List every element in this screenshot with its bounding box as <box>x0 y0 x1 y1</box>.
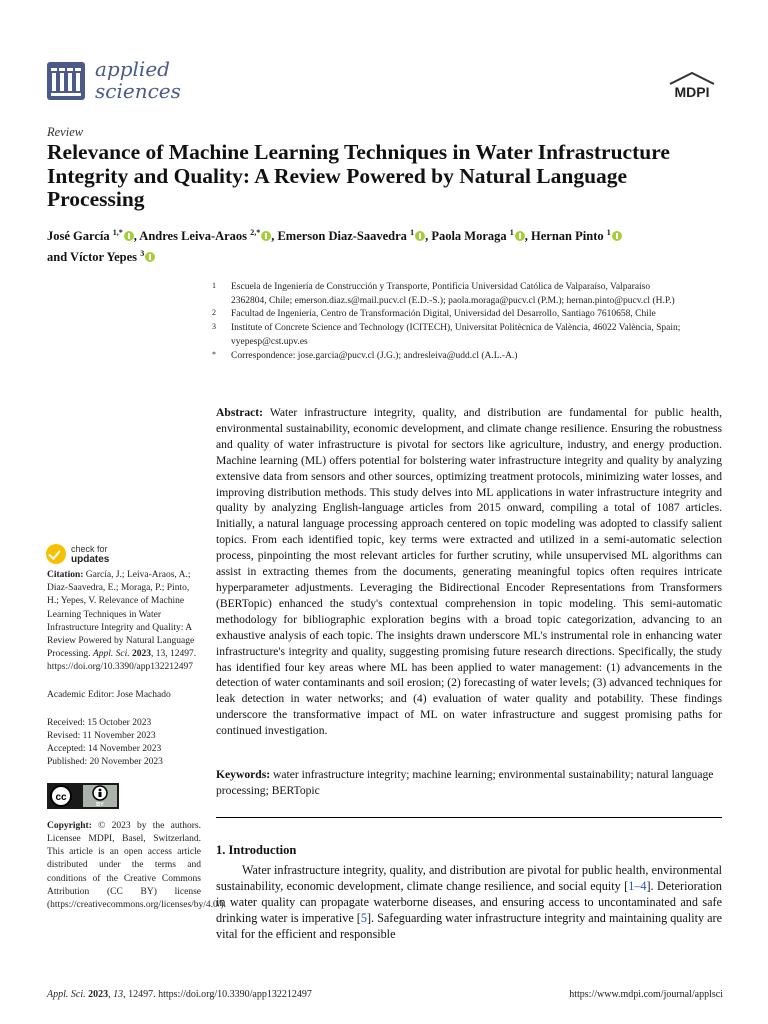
keywords <box>216 767 722 799</box>
affiliation-item <box>212 350 682 364</box>
affiliation-number: 2 <box>212 308 216 318</box>
svg-text:BY: BY <box>96 801 104 808</box>
footer-journal: Appl. Sci. <box>47 989 86 1000</box>
copyright-notice <box>47 820 226 912</box>
abstract-text: Water infrastructure integrity, quality, and distribution are fundamental for public health, environmental sustainability, economic development, and climate change resilience. Ensuring the robustness and quality of water infrastructure is pivotal for sectors like agriculture, industry, and energy production. Machine learning (ML) offers potential for bolstering water infrastructure integrity and quality by analyzing extensive data from sensors and other sources, optimizing treatment protocols, minimizing water losses, and improving distribution methods. This study delves into ML applications in water infrastructure integrity and quality by analyzing English-language articles from 2015 onward, compiling a total of 1087 articles. Initially, a natural language processing approach centered on topic modeling was adopted to classify salient topics. From each identified topic, key terms were extracted and utilized in a semi-automatic selection process, pinpointing the most relevant articles for further scrutiny, while unsupervised ML algorithms can assist in extracting themes from the documents, generating meaningful topics often requires intricate hyperparameter adjustments. Leveraging the Bidirectional Encoder Representations from Transformers (BERTopic) enhanced the study's contextual comprehension in topic modeling. This semi-automatic methodology for bibliographic exploration begins with a broad topic categorization, advancing to an exhaustive analysis of each topic. The insights drawn underscore ML's instrumental role in enhancing water infrastructure's integrity and quality, suggesting promising future research directions. Specifically, the study has identified four key areas where ML has been applied to water management: (1) advancements in the detection of water contaminants and soil erosion; (2) forecasting of water levels; (3) advanced techniques for leak detection in water networks; and (4) evaluation of water quality and potability. These findings underscore the transformative impact of ML on water infrastructure and suggest promising paths for continued investigation. <box>216 406 722 738</box>
check-for-updates-button[interactable] <box>46 544 136 566</box>
abstract <box>216 405 722 739</box>
orcid-icon[interactable] <box>415 231 425 241</box>
introduction-text <box>216 863 722 943</box>
author-name: Emerson Diaz-Saavedra <box>277 229 411 244</box>
affiliation-item <box>212 322 682 349</box>
cc-by-license-icon[interactable] <box>47 783 119 809</box>
footer-volume: 13 <box>113 989 124 1000</box>
orcid-icon[interactable] <box>515 231 525 241</box>
sidebar <box>47 569 226 912</box>
orcid-icon[interactable] <box>261 231 271 241</box>
intro-text-part: Water infrastructure integrity, quality, and distribution are pivotal for public health, environmental sustainability, economic development, climate change resilience, and social equity [ <box>216 863 722 893</box>
citation-journal: Appl. Sci. <box>92 649 130 660</box>
author-name: and Víctor Yepes <box>47 250 141 265</box>
academic-editor: Academic Editor: Jose Machado <box>47 689 171 700</box>
affiliation-text: Facultad de Ingeniería, Centro de Transformación Digital, Universidad del Desarrollo, Santiago 7610658, Chile <box>231 309 656 320</box>
article-title: Relevance of Machine Learning Techniques in Water Infrastructure Integrity and Quality: A Review Powered by Natural Language Processing <box>47 140 670 211</box>
author-affiliation-marker: 3 <box>140 249 145 259</box>
svg-text:MDPI: MDPI <box>674 84 710 100</box>
author-name: Paola Moraga <box>431 229 510 244</box>
author-affiliation-marker: 2,* <box>250 228 261 237</box>
orcid-icon[interactable] <box>145 252 155 262</box>
citation-block <box>47 569 201 675</box>
affiliation-item <box>212 308 682 322</box>
journal-name-line2: sciences <box>95 79 181 103</box>
footer-citation: Appl. Sci. 2023, 13, 12497. https://doi.org/10.3390/app132212497 <box>47 989 312 1000</box>
affiliation-number: 3 <box>212 322 216 332</box>
author-affiliation-marker: 1 <box>509 228 514 237</box>
footer-journal-url[interactable]: https://www.mdpi.com/journal/applsci <box>569 989 723 1000</box>
intro-text-part: ]. Deterioration in water quality can propagate waterborne diseases, and ensuring access to uncontaminated and safe drinking water is imperative [ <box>216 878 723 925</box>
updates-line1: check for <box>71 544 108 554</box>
date-revised: Revised: 11 November 2023 <box>47 731 156 742</box>
author-affiliation-marker: 1 <box>606 228 611 237</box>
affiliation-text: Institute of Concrete Science and Technology (ICITECH), Universitat Politècnica de València, 46022 València, Spain; vyepesp@cst.upv.es <box>231 323 681 347</box>
keywords-label: Keywords: <box>216 768 271 781</box>
footer-year: 2023 <box>88 989 109 1000</box>
citation-link[interactable]: 1–4 <box>628 878 647 893</box>
citation-link[interactable]: 5 <box>360 910 367 925</box>
date-accepted: Accepted: 14 November 2023 <box>47 744 162 755</box>
citation-label: Citation: <box>47 570 84 580</box>
citation-year: 2023 <box>131 649 151 660</box>
abstract-label: Abstract: <box>216 406 264 419</box>
journal-logo-icon <box>47 62 85 100</box>
copyright-text: © 2023 by the authors. Licensee MDPI, Basel, Switzerland. This article is an open access article distributed under the terms and conditions of the Creative Commons Attribution (CC BY) license (https://creativecommons.org/licenses/by/4.0/). <box>47 820 226 911</box>
affiliation-text: Escuela de Ingeniería de Construcción y Transporte, Pontificia Universidad Católica de Valparaíso, Valparaíso 2362804, Chile; emerson.diaz.s@mail.pucv.cl (E.D.-S.); paola.moraga@pucv.cl (P.M.); hernan.pinto@pucv.cl (H.P.) <box>231 282 675 306</box>
section-divider <box>216 817 722 818</box>
check-updates-text <box>71 544 109 565</box>
date-published: Published: 20 November 2023 <box>47 757 163 768</box>
author-list: José García $^{1,*}$ , Andres Leiva-Araos $^{2,*}$ , Emerson Diaz-Saavedra $^1$ , Paola Moraga $^1$ , Hernan Pinto $^1$ and Víctor Yepes $^3$ <box>47 224 727 266</box>
copyright-label: Copyright: <box>47 820 92 831</box>
orcid-icon[interactable] <box>612 231 622 241</box>
article-type: Review <box>47 125 84 139</box>
citation-doi[interactable]: , 13, 12497. https://doi.org/10.3390/app132212497 <box>47 649 197 673</box>
affiliations <box>212 281 682 363</box>
journal-name-line1: applied <box>95 57 170 81</box>
keywords-text: water infrastructure integrity; machine learning; environmental sustainability; natural language processing; BERTopic <box>216 768 714 797</box>
footer-doi[interactable]: , 12497. https://doi.org/10.3390/app132212497 <box>123 989 312 1000</box>
affiliation-text: Correspondence: jose.garcia@pucv.cl (J.G.); andresleiva@udd.cl (A.L.-A.) <box>231 350 518 361</box>
svg-text:cc: cc <box>55 791 67 803</box>
journal-name <box>95 58 265 102</box>
section-heading-introduction: 1. Introduction <box>216 843 297 857</box>
publication-dates <box>47 717 201 770</box>
check-updates-icon <box>46 544 66 564</box>
intro-text-part: ]. Safeguarding water infrastructure integrity and maintaining quality are vital for the efficient and responsible <box>216 910 722 941</box>
affiliation-number: 1 <box>212 281 216 290</box>
author-affiliation-marker: 1 <box>410 228 415 237</box>
author-name: Hernan Pinto <box>531 229 607 244</box>
affiliation-number: * <box>212 349 216 359</box>
author-name: José García <box>47 229 113 244</box>
author-affiliation-marker: 1,* <box>112 228 123 237</box>
orcid-icon[interactable] <box>124 231 134 241</box>
author-name: Andres Leiva-Araos <box>139 229 251 244</box>
affiliation-item <box>212 281 682 308</box>
citation-text: García, J.; Leiva-Araos, A.; Diaz-Saavedra, E.; Moraga, P.; Pinto, H.; Yepes, V. Relevance of Machine Learning Techniques in Water Infrastructure Integrity and Quality: A Review Powered by Natural Language Processing. <box>47 570 195 660</box>
updates-line2: updates <box>71 554 110 565</box>
date-received: Received: 15 October 2023 <box>47 717 152 728</box>
mdpi-logo-icon <box>662 70 722 102</box>
